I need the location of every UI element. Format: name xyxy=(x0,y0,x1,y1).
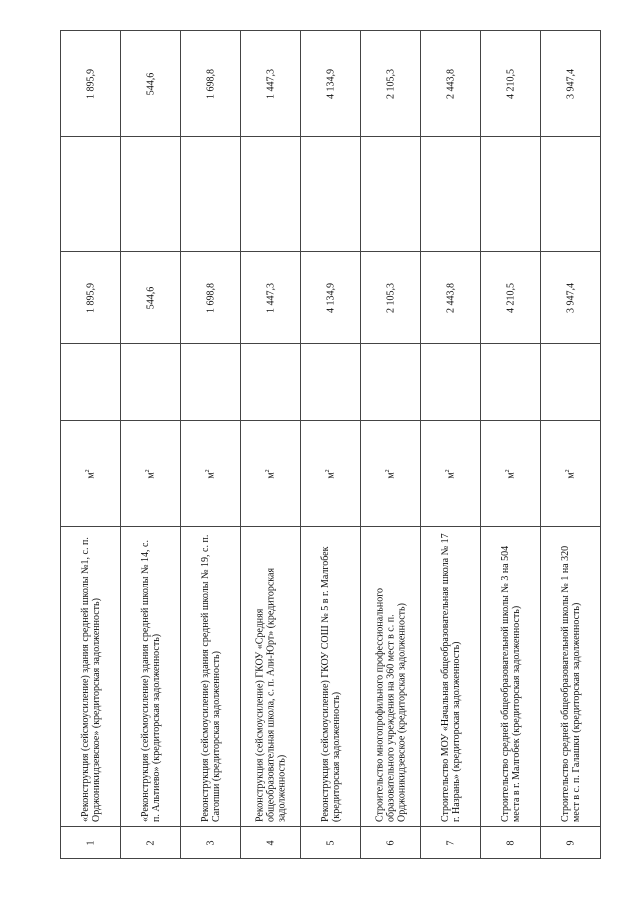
table-row xyxy=(61,137,601,252)
table-cell xyxy=(241,31,301,137)
cell-value: 3 947,4 xyxy=(565,282,576,313)
table-cell xyxy=(421,31,481,137)
table-row xyxy=(61,344,601,421)
table-cell xyxy=(181,252,241,344)
unit-label: $м^2$ xyxy=(324,468,336,479)
table-cell xyxy=(421,344,481,421)
table-cell xyxy=(241,137,301,252)
unit-label: $м^2$ xyxy=(444,468,456,479)
table-cell xyxy=(541,421,601,527)
table-cell xyxy=(241,527,301,827)
table-cell xyxy=(301,527,361,827)
table-cell xyxy=(361,421,421,527)
table-cell xyxy=(301,344,361,421)
table-cell xyxy=(421,527,481,827)
table-cell xyxy=(481,421,541,527)
table-cell xyxy=(61,137,121,252)
table-cell xyxy=(541,827,601,859)
row-number: 6 xyxy=(385,840,396,845)
cell-value: 544,6 xyxy=(145,72,156,95)
table-cell xyxy=(121,252,181,344)
table-cell xyxy=(481,31,541,137)
table-cell xyxy=(541,344,601,421)
cell-value: 4 134,9 xyxy=(325,282,336,313)
table-cell xyxy=(181,137,241,252)
table-cell xyxy=(481,252,541,344)
cell-value: 1 895,9 xyxy=(85,282,96,313)
table-cell xyxy=(121,137,181,252)
table-cell xyxy=(301,31,361,137)
object-name: «Реконструкция (сейсмоусиление) здания средней школы №1, с. п. Орджоникидзевское» (кредиторская задолженность) xyxy=(79,536,102,822)
unit-label: $м^2$ xyxy=(504,468,516,479)
row-number: 4 xyxy=(265,840,276,845)
table-cell xyxy=(181,421,241,527)
table-cell xyxy=(121,827,181,859)
row-number: 3 xyxy=(205,840,216,845)
table-row xyxy=(61,31,601,137)
table-row xyxy=(61,827,601,859)
object-name: Реконструкция (сейсмоусиление) ГКОУ СОШ № 5 в г. Малгобек (кредиторская задолженность) xyxy=(319,546,342,822)
row-number: 1 xyxy=(85,840,96,845)
table-cell xyxy=(241,344,301,421)
table-cell xyxy=(361,344,421,421)
cell-value: 3 947,4 xyxy=(565,68,576,99)
object-name: Реконструкция (сейсмоусиление) ГКОУ «Средняя общеобразовательная школа, с. п. Али-Юрт» (кредиторская задолженность) xyxy=(254,567,287,822)
object-name: Строительство МОУ «Начальная общеобразовательная школа № 17 г. Назрань» (кредиторская задолженность) xyxy=(439,532,462,822)
table-cell xyxy=(541,527,601,827)
cell-value: 2 105,3 xyxy=(385,282,396,313)
table-cell xyxy=(61,827,121,859)
cell-value: 1 447,3 xyxy=(265,68,276,99)
unit-label: $м^2$ xyxy=(264,468,276,479)
table-cell xyxy=(421,421,481,527)
row-number: 7 xyxy=(445,840,456,845)
unit-label: $м^2$ xyxy=(144,468,156,479)
table-cell xyxy=(541,252,601,344)
table-cell xyxy=(541,31,601,137)
table-cell xyxy=(121,421,181,527)
table-cell xyxy=(481,137,541,252)
unit-label: $м^2$ xyxy=(204,468,216,479)
cell-value: 1 698,8 xyxy=(205,68,216,99)
table-cell xyxy=(361,252,421,344)
table-cell xyxy=(241,421,301,527)
table-cell xyxy=(361,527,421,827)
row-number: 2 xyxy=(145,840,156,845)
object-name: Строительство многопрофильного профессионального образовательного учреждения на 360 мест в с. п. Орджоникидзевское (кредиторская задолженность) xyxy=(374,587,407,822)
table-cell xyxy=(301,137,361,252)
table-cell xyxy=(481,344,541,421)
cell-value: 1 895,9 xyxy=(85,68,96,99)
table-cell xyxy=(181,527,241,827)
table-cell xyxy=(61,527,121,827)
cell-value: 4 134,9 xyxy=(325,68,336,99)
data-table xyxy=(60,30,601,859)
table-cell xyxy=(61,252,121,344)
table-cell xyxy=(241,252,301,344)
table-cell xyxy=(301,827,361,859)
table-cell xyxy=(121,527,181,827)
table-cell xyxy=(61,344,121,421)
table-cell xyxy=(181,31,241,137)
cell-value: 2 443,8 xyxy=(445,68,456,99)
object-name: Реконструкция (сейсмоусиление) здания средней школы № 19, с. п. Сагопши (кредиторская задолженность) xyxy=(199,534,222,822)
cell-value: 1 698,8 xyxy=(205,282,216,313)
table-cell xyxy=(301,252,361,344)
table-cell xyxy=(361,31,421,137)
table-row xyxy=(61,421,601,527)
unit-label: $м^2$ xyxy=(84,468,96,479)
table-cell xyxy=(361,827,421,859)
table-cell xyxy=(301,421,361,527)
cell-value: 1 447,3 xyxy=(265,282,276,313)
table-row xyxy=(61,527,601,827)
table-cell xyxy=(481,827,541,859)
row-number: 9 xyxy=(565,840,576,845)
cell-value: 2 443,8 xyxy=(445,282,456,313)
object-name: Строительство средней общеобразовательной школы № 1 на 320 мест в с. п. Галашки (кредиторская задолженность) xyxy=(559,545,582,822)
table-cell xyxy=(121,344,181,421)
table-cell xyxy=(61,421,121,527)
table-row xyxy=(61,252,601,344)
table-cell xyxy=(481,527,541,827)
cell-value: 4 210,5 xyxy=(505,282,516,313)
table-cell xyxy=(241,827,301,859)
table-cell xyxy=(421,252,481,344)
table-cell xyxy=(61,31,121,137)
cell-value: 544,6 xyxy=(145,286,156,309)
cell-value: 2 105,3 xyxy=(385,68,396,99)
object-name: «Реконструкция (сейсмоусиление) здания средней школы № 14, с. п. Альтиево» (кредиторская задолженность) xyxy=(139,539,162,822)
object-name: Строительство средней общеобразовательной школы № 3 на 504 места в г. Малгобек (кредиторская задолженность) xyxy=(499,545,522,822)
table-cell xyxy=(181,344,241,421)
table-cell xyxy=(421,827,481,859)
table-cell xyxy=(361,137,421,252)
table-cell xyxy=(541,137,601,252)
table-cell xyxy=(121,31,181,137)
unit-label: $м^2$ xyxy=(384,468,396,479)
cell-value: 4 210,5 xyxy=(505,68,516,99)
table-cell xyxy=(421,137,481,252)
row-number: 5 xyxy=(325,840,336,845)
unit-label: $м^2$ xyxy=(564,468,576,479)
table-cell xyxy=(181,827,241,859)
row-number: 8 xyxy=(505,840,516,845)
